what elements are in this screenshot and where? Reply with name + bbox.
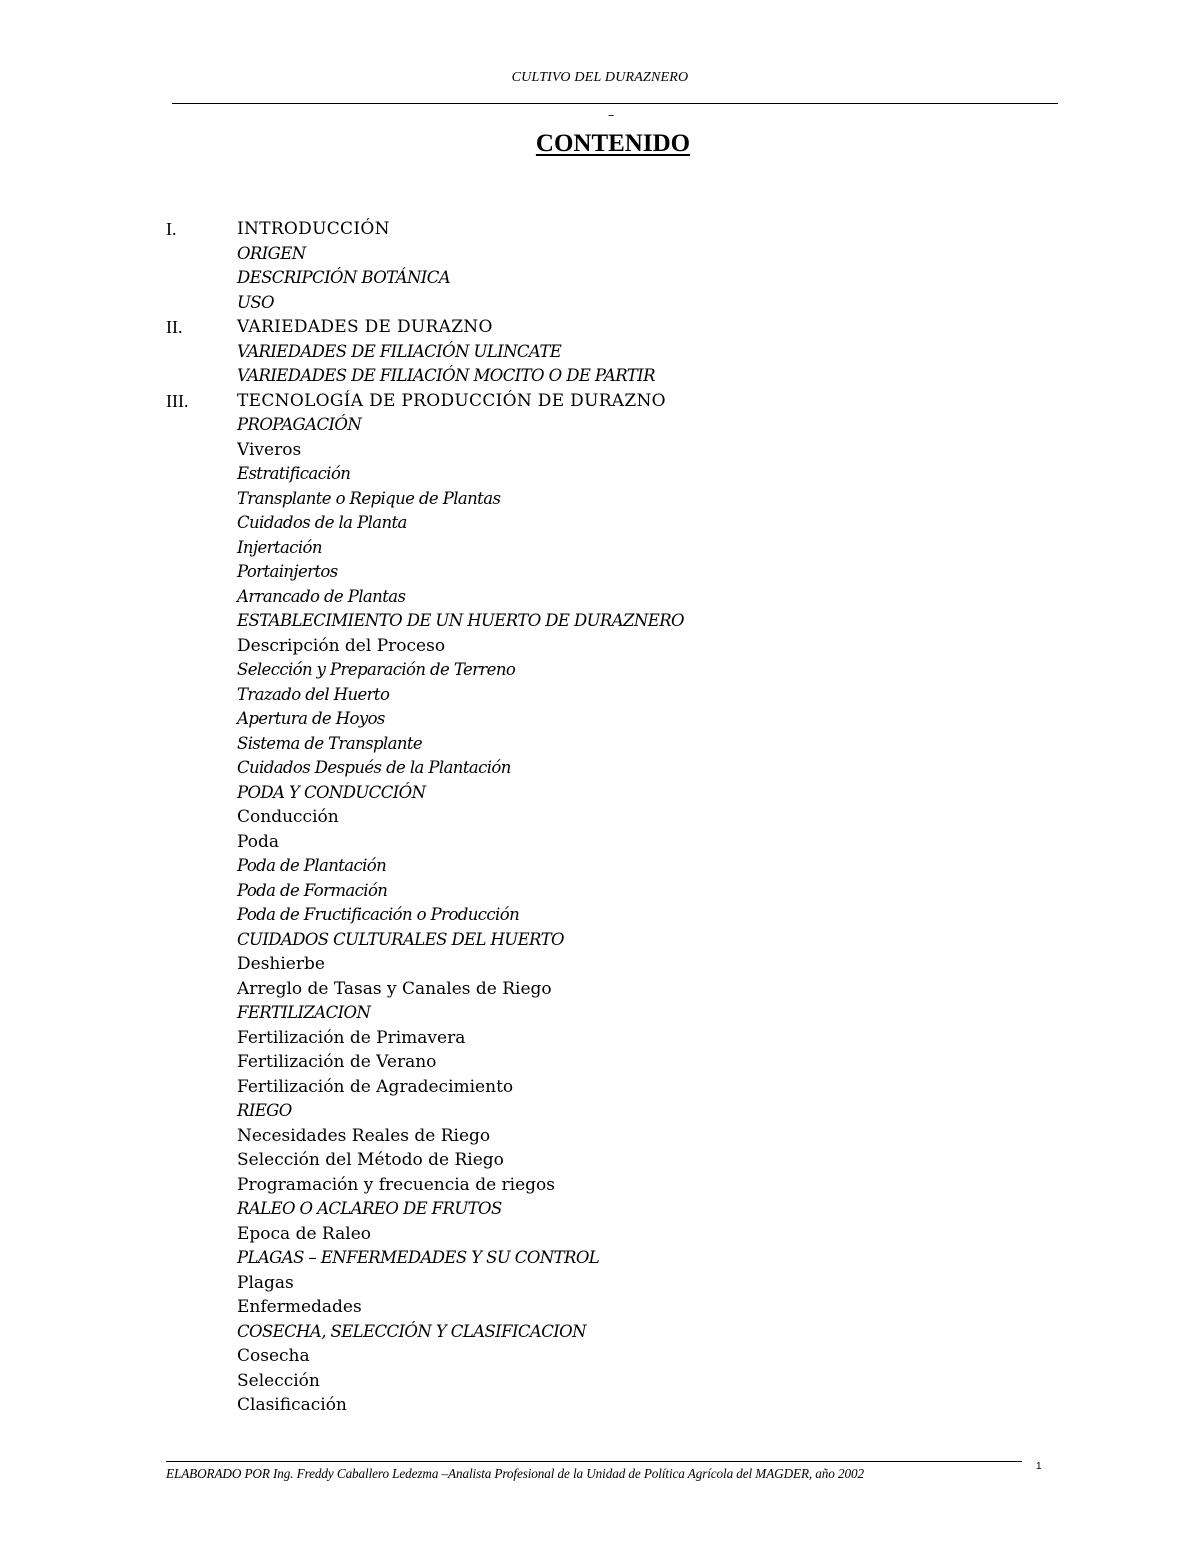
toc-entry (0, 291, 1200, 316)
toc-entry-numeral: III. (166, 390, 189, 411)
toc-entry-text: VARIEDADES DE FILIACIÓN MOCITO O DE PARTIR (237, 366, 655, 385)
toc-entry (0, 1001, 1200, 1026)
toc-entry-text: Descripción del Proceso (237, 635, 446, 656)
toc-entry-text: ORIGEN (237, 243, 306, 263)
toc-entry (0, 1344, 1200, 1369)
toc-entry (0, 511, 1200, 536)
toc-entry-text: Estratificación (237, 464, 351, 483)
toc-entry-text: Arrancado de Plantas (237, 586, 406, 606)
toc-entry (0, 217, 1200, 242)
toc-entry (0, 389, 1200, 414)
toc-entry-text: Poda de Fructificación o Producción (237, 905, 520, 924)
toc-entry-text: Cuidados Después de la Plantación (237, 758, 511, 777)
toc-entry-text: Enfermedades (237, 1297, 362, 1317)
toc-entry (0, 315, 1200, 340)
toc-entry (0, 1246, 1200, 1271)
toc-entry-text: Viveros (237, 439, 302, 460)
toc-entry-text: Transplante o Repique de Plantas (237, 488, 501, 508)
header-mark: – (608, 108, 615, 123)
toc-entry (0, 609, 1200, 634)
toc-entry-text: Plagas (237, 1272, 294, 1293)
toc-entry-numeral: II. (166, 317, 183, 337)
toc-entry-text: TECNOLOGÍA DE PRODUCCIÓN DE DURAZNO (237, 390, 666, 411)
toc-entry (0, 1124, 1200, 1149)
toc-entry-text: Fertilización de Agradecimiento (237, 1076, 514, 1097)
toc-entry-text: Poda (237, 831, 280, 852)
toc-entry-text: Portainjertos (237, 562, 338, 581)
toc-entry (0, 830, 1200, 855)
toc-entry (0, 413, 1200, 438)
page-title: CONTENIDO (535, 130, 691, 157)
toc-entry-text: DESCRIPCIÓN BOTÁNICA (237, 268, 451, 287)
toc-entry (0, 1369, 1200, 1394)
toc-entry-numeral: I. (166, 219, 177, 239)
toc-entry (0, 462, 1200, 487)
toc-entry (0, 854, 1200, 879)
toc-entry-text: Poda de Plantación (237, 856, 387, 875)
toc-entry (0, 952, 1200, 977)
toc-entry-text: Sistema de Transplante (237, 733, 423, 753)
toc-entry-text: Fertilización de Verano (237, 1052, 437, 1072)
toc-entry-text: PLAGAS – ENFERMEDADES Y SU CONTROL (237, 1248, 600, 1267)
toc-entry-text: RIEGO (237, 1101, 292, 1120)
toc-entry-text: Epoca de Raleo (237, 1223, 371, 1244)
toc-entry (0, 1173, 1200, 1198)
toc-entry-text: VARIEDADES DE FILIACIÓN ULINCATE (237, 341, 562, 361)
toc-entry (0, 1197, 1200, 1222)
toc-entry-text: Apertura de Hoyos (237, 709, 385, 728)
toc-entry-text: FERTILIZACION (237, 1003, 371, 1022)
toc-entry (0, 1148, 1200, 1173)
toc-entry-text: Poda de Formación (237, 880, 388, 900)
toc-entry-text: Necesidades Reales de Riego (237, 1125, 491, 1146)
toc-entry (0, 242, 1200, 267)
running-header: CULTIVO DEL DURAZNERO (511, 70, 689, 85)
toc-entry-text: Selección del Método de Riego (237, 1150, 504, 1170)
toc-entry (0, 560, 1200, 585)
toc-entry (0, 1295, 1200, 1320)
toc-entry-text: Selección (237, 1370, 320, 1391)
toc-entry (0, 805, 1200, 830)
toc-entry (0, 658, 1200, 683)
toc-entry-text: Selección y Preparación de Terreno (237, 660, 516, 679)
toc-entry-text: Cosecha (237, 1346, 310, 1366)
toc-entry (0, 928, 1200, 953)
toc-entry-text: PODA Y CONDUCCIÓN (237, 782, 426, 802)
toc-entry-text: Trazado del Huerto (237, 684, 390, 704)
toc-entry-text: Programación y frecuencia de riegos (237, 1174, 556, 1195)
toc-entry (0, 1271, 1200, 1296)
toc-entry-text: USO (237, 292, 274, 312)
toc-entry-text: Arreglo de Tasas y Canales de Riego (237, 978, 552, 999)
footer-rule (166, 1461, 1022, 1462)
toc-entry (0, 1099, 1200, 1124)
toc-entry-text: Cuidados de la Planta (237, 513, 407, 532)
toc-entry-text: COSECHA, SELECCIÓN Y CLASIFICACION (237, 1321, 586, 1341)
toc-entry-text: ESTABLECIMIENTO DE UN HUERTO DE DURAZNERO (237, 611, 684, 630)
toc-entry (0, 1222, 1200, 1247)
toc-entry (0, 634, 1200, 659)
toc-entry (0, 340, 1200, 365)
toc-entry (0, 683, 1200, 708)
toc-entry (0, 781, 1200, 806)
header-rule (172, 103, 1058, 104)
toc-entry-text: RALEO O ACLAREO DE FRUTOS (237, 1199, 502, 1218)
toc-entry-text: Conducción (237, 807, 339, 827)
toc-entry-text: PROPAGACIÓN (237, 415, 362, 434)
toc-entry (0, 756, 1200, 781)
toc-entry-text: CUIDADOS CULTURALES DEL HUERTO (237, 929, 564, 949)
toc-entry (0, 903, 1200, 928)
toc-entry (0, 536, 1200, 561)
toc-entry (0, 438, 1200, 463)
page-number: 1 (1036, 1461, 1042, 1472)
toc-entry (0, 707, 1200, 732)
toc-entry (0, 1026, 1200, 1051)
toc-entry (0, 1393, 1200, 1418)
toc-entry (0, 732, 1200, 757)
toc-entry (0, 585, 1200, 610)
toc-entry (0, 1320, 1200, 1345)
toc-entry-text: Fertilización de Primavera (237, 1027, 466, 1048)
toc-entry-text: INTRODUCCIÓN (237, 219, 390, 239)
toc-entry (0, 879, 1200, 904)
toc-entry (0, 1075, 1200, 1100)
toc-entry-text: Clasificación (237, 1395, 347, 1415)
toc-entry (0, 266, 1200, 291)
toc-entry (0, 487, 1200, 512)
toc-entry-text: Injertación (237, 537, 322, 557)
toc-entry (0, 364, 1200, 389)
table-of-contents (0, 217, 1200, 1418)
toc-entry (0, 977, 1200, 1002)
toc-entry (0, 1050, 1200, 1075)
toc-entry-text: Deshierbe (237, 954, 325, 974)
footer-credit: ELABORADO POR Ing. Freddy Caballero Ledezma –Analista Profesional de la Unidad de Política Agrícola del MAGDER, año 2002 (166, 1466, 864, 1481)
toc-entry-text: VARIEDADES DE DURAZNO (237, 317, 493, 337)
